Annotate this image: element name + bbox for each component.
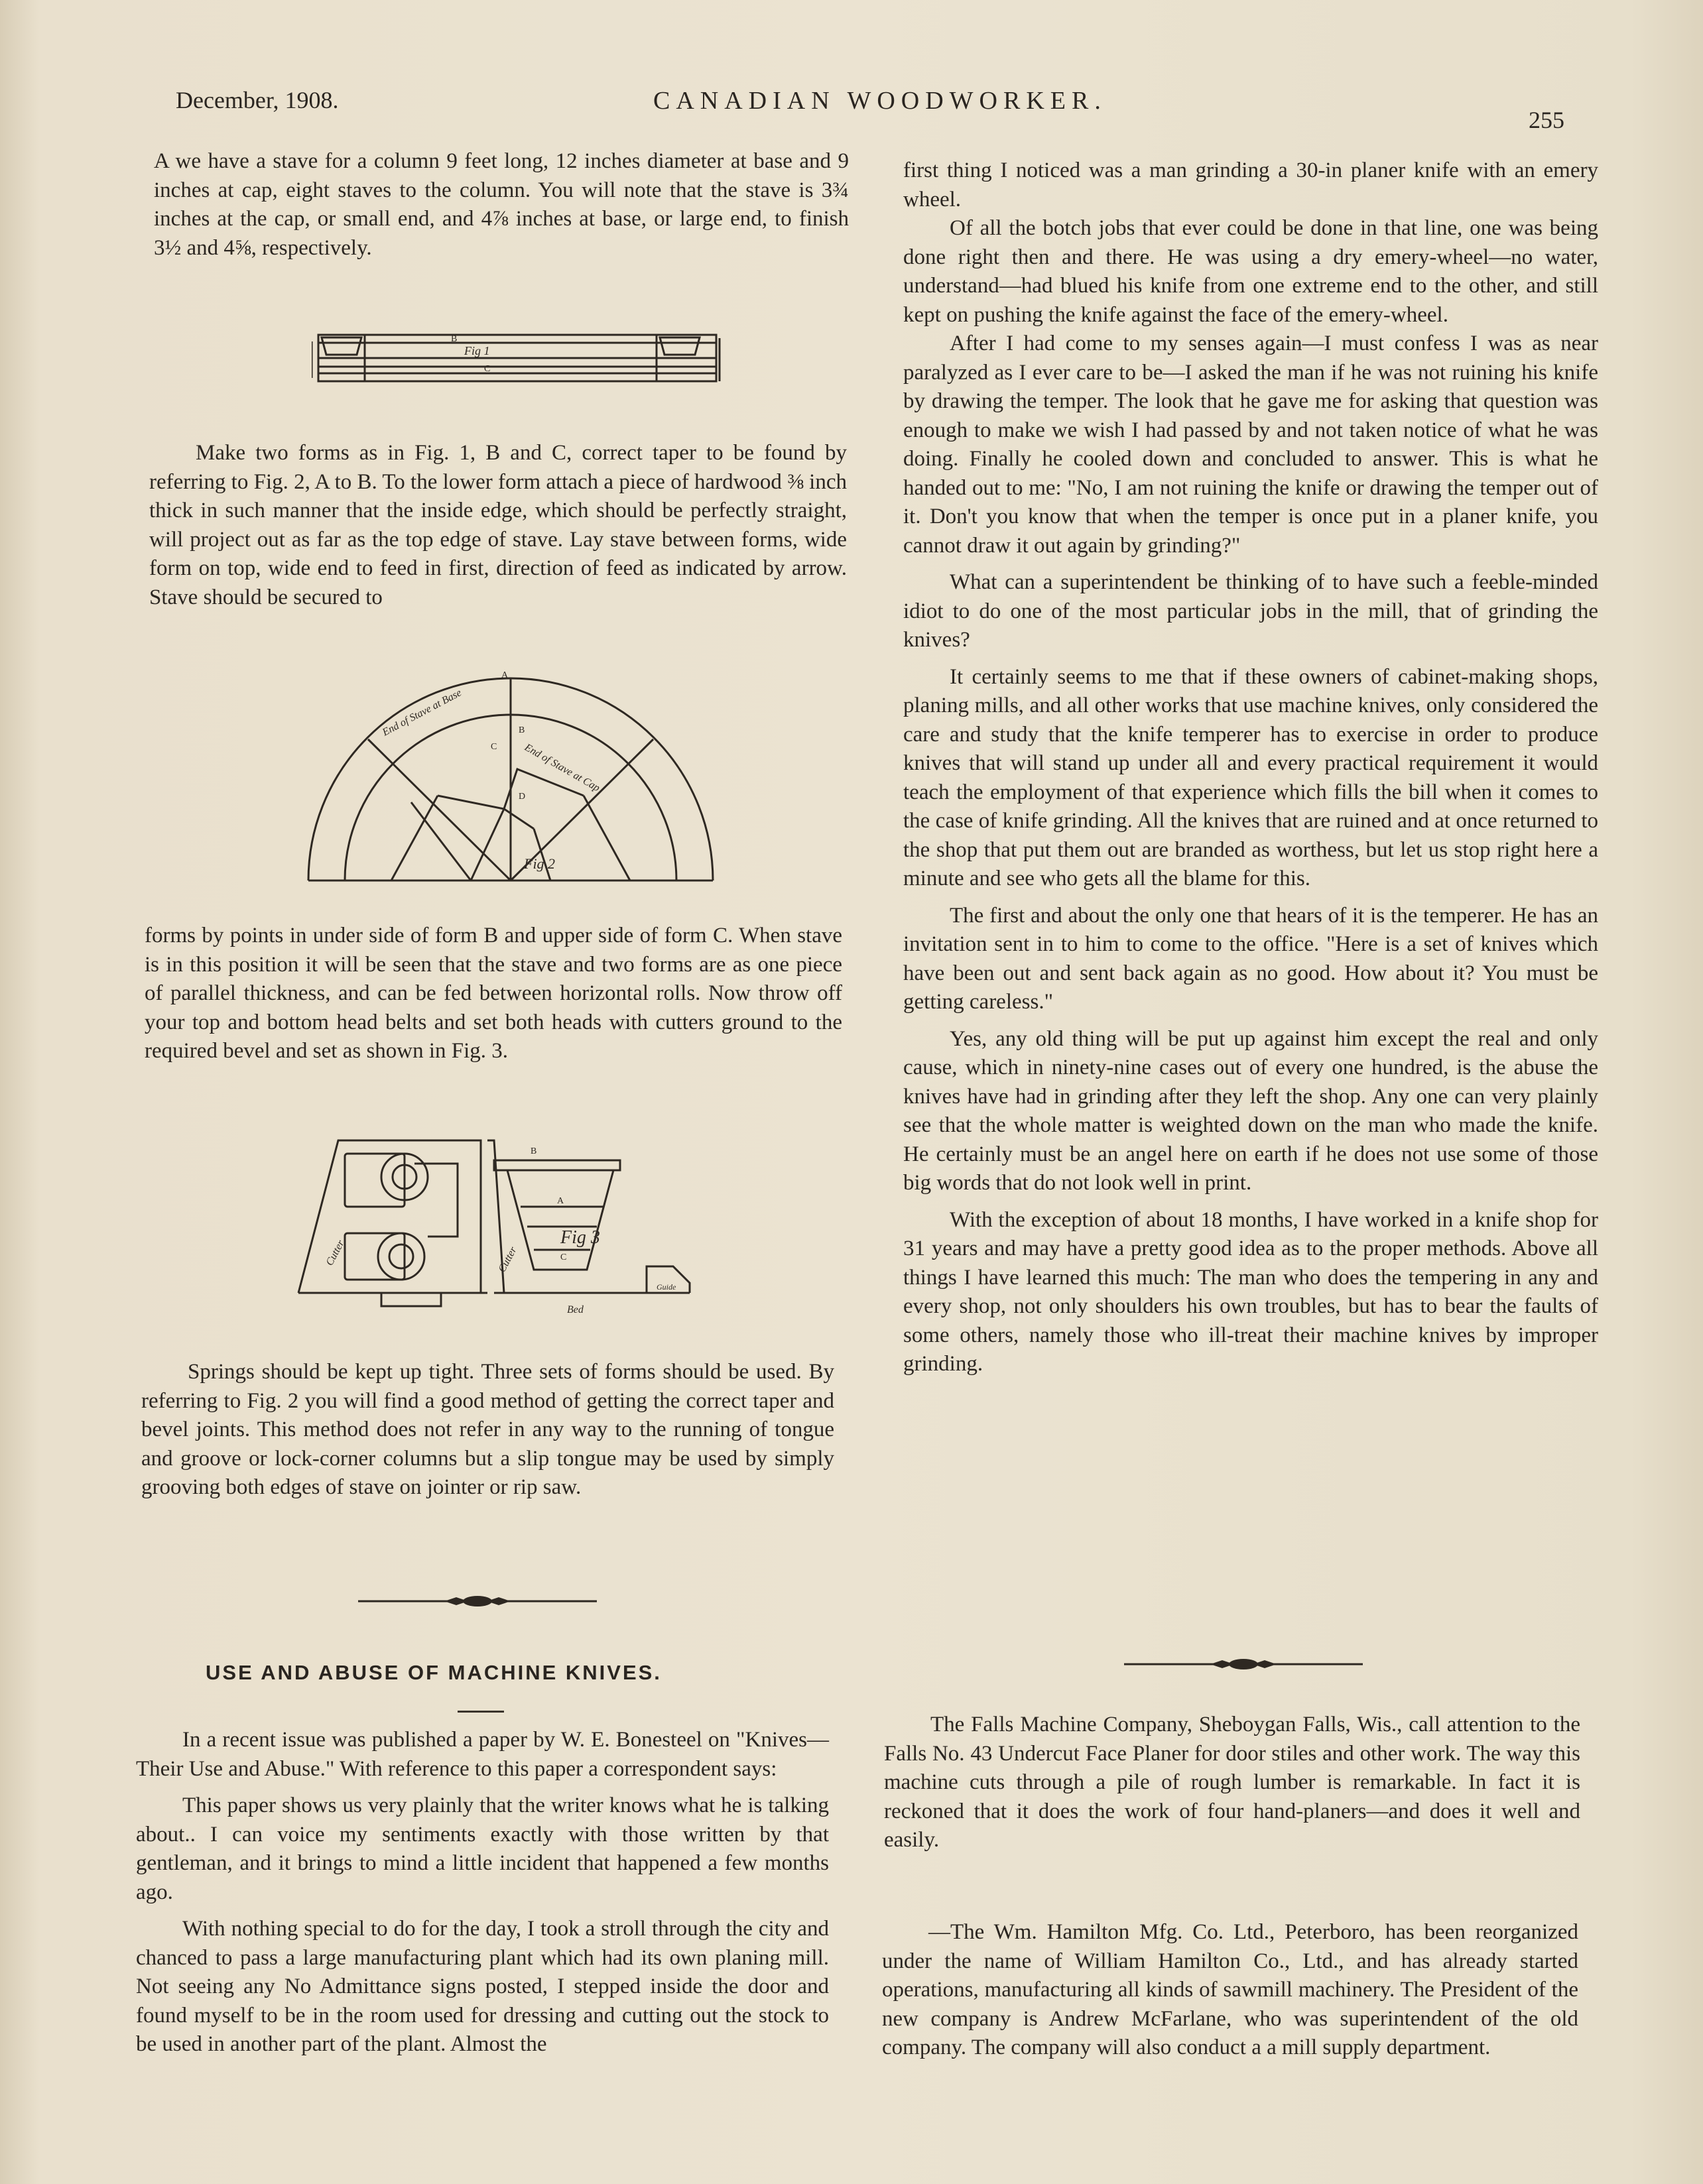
left-article-block bbox=[136, 1726, 829, 2059]
left-para-4: Springs should be kept up tight. Three sets of forms should be used. By referring to Fig. 2 you will find a good method of getting the correct taper and bevel joints. This method does not refer in any way to the running of tongue and groove or lock-corner columns but a slip tongue may be used by simply grooving both edges of stave on jointer or rip saw. bbox=[141, 1360, 834, 1499]
left-para-1: A we have a stave for a column 9 feet long, 12 inches diameter at base and 9 inches at cap, eight staves to the column. You will note that the stave is 3¾ inches at the cap, or small end, and 4⅞ inches at base, or large end, to finish 3½ and 4⅝, respectively. bbox=[154, 149, 849, 260]
right-para-4: What can a superintendent be thinking of to have such a feeble-minded idiot to do one of the most particular jobs in the mill, that of grinding the knives? bbox=[903, 570, 1598, 652]
left-para-6: This paper shows us very plainly that the writer knows what he is talking about.. I can voice my sentiments exactly with those written by that gentleman, and it brings to mind a little incident that happened a few months ago. bbox=[136, 1793, 829, 1904]
left-para-3-block bbox=[145, 922, 842, 1066]
left-para-4-block bbox=[141, 1358, 834, 1502]
fig1-letter-c: C bbox=[484, 364, 491, 374]
fig2-text-cap: End of Stave at Cap bbox=[523, 741, 602, 794]
left-para-7: With nothing special to do for the day, I took a stroll through the city and chanced to pass a large manufacturing plant which had its own planing mill. Not seeing any No Admittance signs posted, I stepped inside the door and found myself to be in the room used for dressing and cutting out the stock to be used in another part of the plant. Almost the bbox=[136, 1917, 829, 2056]
fig3-letter-c: C bbox=[560, 1252, 567, 1262]
left-para-2: Make two forms as in Fig. 1, B and C, correct taper to be found by referring to Fig. 2, A to B. To the lower form attach a piece of hardwood ⅜ inch thick in such manner that the inside edge, which should be perfectly straight, will project out as far as the top edge of stave. Lay stave between forms, wide form on top, wide end to feed in first, direction of feed as indicated by arrow. Stave should be secured to bbox=[149, 441, 847, 609]
header-date: December, 1908. bbox=[176, 87, 339, 113]
left-para-3: forms by points in under side of form B and upper side of form C. When stave is in this position it will be seen that the stave and two forms are as one piece of parallel thickness, and can be fed between horizontal rolls. Now throw off your top and bottom head belts and set both heads with cutters ground to the required bevel and set as shown in Fig. 3. bbox=[145, 924, 842, 1063]
fig2-text-base: End of Stave at Base bbox=[380, 687, 464, 739]
figure-1 bbox=[312, 328, 723, 394]
heading-rule bbox=[458, 1711, 504, 1713]
fig2-label: Fig 2 bbox=[524, 855, 556, 872]
left-para-5: In a recent issue was published a paper by W. E. Bonesteel on "Knives—Their Use and Abuse." With reference to this paper a correspondent says: bbox=[136, 1728, 829, 1781]
right-para-5: It certainly seems to me that if these owners of cabinet-making shops, planing mills, and all other works that use machine knives, only considered the care and study that the knife temperer has to exercise in order to produce knives that will stand up under all and every practical requirement it would teach the employment of that experience which fills the bill when it comes to the case of knife grinding. All the knives that are ruined and at once returned to the shop that put them out are branded as worthess, but let us stop right here a minute and see who gets all the blame for this. bbox=[903, 664, 1598, 890]
right-para-3: After I had come to my senses again—I must confess I was as near paralyzed as I ever care to be—I asked the man if he was not ruining his knife by drawing the temper. The look that he gave me for asking that question was enough to make we wish I had passed by and not taken notice of what he was doing. Finally he cooled down and concluded to answer. This is what he handed out to me: "No, I am not ruining the knife or drawing the temper out of it. Don't you know that when the temper is once put in a planer knife, you cannot draw it out again by grinding?" bbox=[903, 332, 1598, 558]
figure-3 bbox=[295, 1134, 696, 1323]
hamilton-notice-block bbox=[882, 1918, 1578, 2063]
right-para-9: The Falls Machine Company, Sheboygan Falls, Wis., call attention to the Falls No. 43 Undercut Face Planer for door stiles and other work. The way this machine cuts through a pile of rough lumber is remarkable. In fact it is reckoned that it does the work of four hand-planers—and does it well and easily. bbox=[884, 1713, 1580, 1852]
fig3-cutter-right: Cutter bbox=[496, 1244, 519, 1274]
fig1-label: Fig 1 bbox=[464, 344, 490, 357]
right-para-1: first thing I noticed was a man grinding a 30-in planer knife with an emery wheel. bbox=[903, 158, 1598, 212]
fig2-letter-d: D bbox=[519, 792, 526, 802]
ornament-divider-right bbox=[1124, 1654, 1363, 1674]
fig3-label: Fig 3 bbox=[560, 1227, 600, 1248]
left-para-1-block bbox=[154, 147, 849, 263]
left-para-2-block bbox=[149, 439, 847, 612]
falls-notice-block bbox=[884, 1711, 1580, 1855]
right-column-block bbox=[903, 156, 1598, 1379]
right-para-6: The first and about the only one that hears of it is the temperer. He has an invitation sent in to him to come to the office. "Here is a set of knives which have been out and sent back again as no good. How about it? You must be getting careless." bbox=[903, 903, 1598, 1014]
header-title: CANADIAN WOODWORKER. bbox=[653, 87, 1107, 115]
article-heading: USE AND ABUSE OF MACHINE KNIVES. bbox=[206, 1661, 662, 1684]
fig2-letter-c: C bbox=[491, 742, 497, 752]
right-para-2: Of all the botch jobs that ever could be done in that line, one was being done right then and there. He was using a dry emery-wheel—no water, understand—had blued his knife from one extreme end to the other, and still kept on pushing the knife against the face of the emery-wheel. bbox=[903, 216, 1598, 327]
right-para-10: —The Wm. Hamilton Mfg. Co. Ltd., Peterboro, has been reorganized under the name of William Hamilton Co., Ltd., and has already started operations, manufacturing all kinds of sawmill machinery. The President of the new company is Andrew McFarlane, who was superintendent of the old company. The company will also conduct a a mill supply department. bbox=[882, 1920, 1578, 2059]
ornament-divider-left bbox=[358, 1591, 597, 1611]
fig3-letter-b: B bbox=[531, 1146, 537, 1156]
fig2-letter-b: B bbox=[519, 725, 525, 735]
figure-2 bbox=[305, 670, 716, 888]
right-para-8: With the exception of about 18 months, I have worked in a knife shop for 31 years and may have a pretty good idea as to the proper methods. Above all things I have learned this much: The man who does the tempering in any and every shop, not only shoulders his own troubles, but has to bear the faults of some others, namely those who ill-treat their machine knives by improper grinding. bbox=[903, 1207, 1598, 1376]
right-para-7: Yes, any old thing will be put up against him except the real and only cause, which in ninety-nine cases out of every one hundred, is the abuse the knives have had in grinding after they left the shop. Any one can very plainly see that the whole matter is weighted down on the man who made the knife. He certainly must be an angel here on earth if he does not use some of those big words that do not look well in print. bbox=[903, 1026, 1598, 1195]
fig3-cutter-left: Cutter bbox=[324, 1238, 347, 1268]
fig3-guide: Guide bbox=[657, 1282, 676, 1292]
fig1-letter-b: B bbox=[451, 334, 458, 344]
fig2-letter-a: A bbox=[501, 670, 509, 680]
page-number: 255 bbox=[1529, 107, 1564, 133]
fig3-letter-a: A bbox=[557, 1196, 564, 1206]
fig3-bed: Bed bbox=[567, 1304, 584, 1315]
